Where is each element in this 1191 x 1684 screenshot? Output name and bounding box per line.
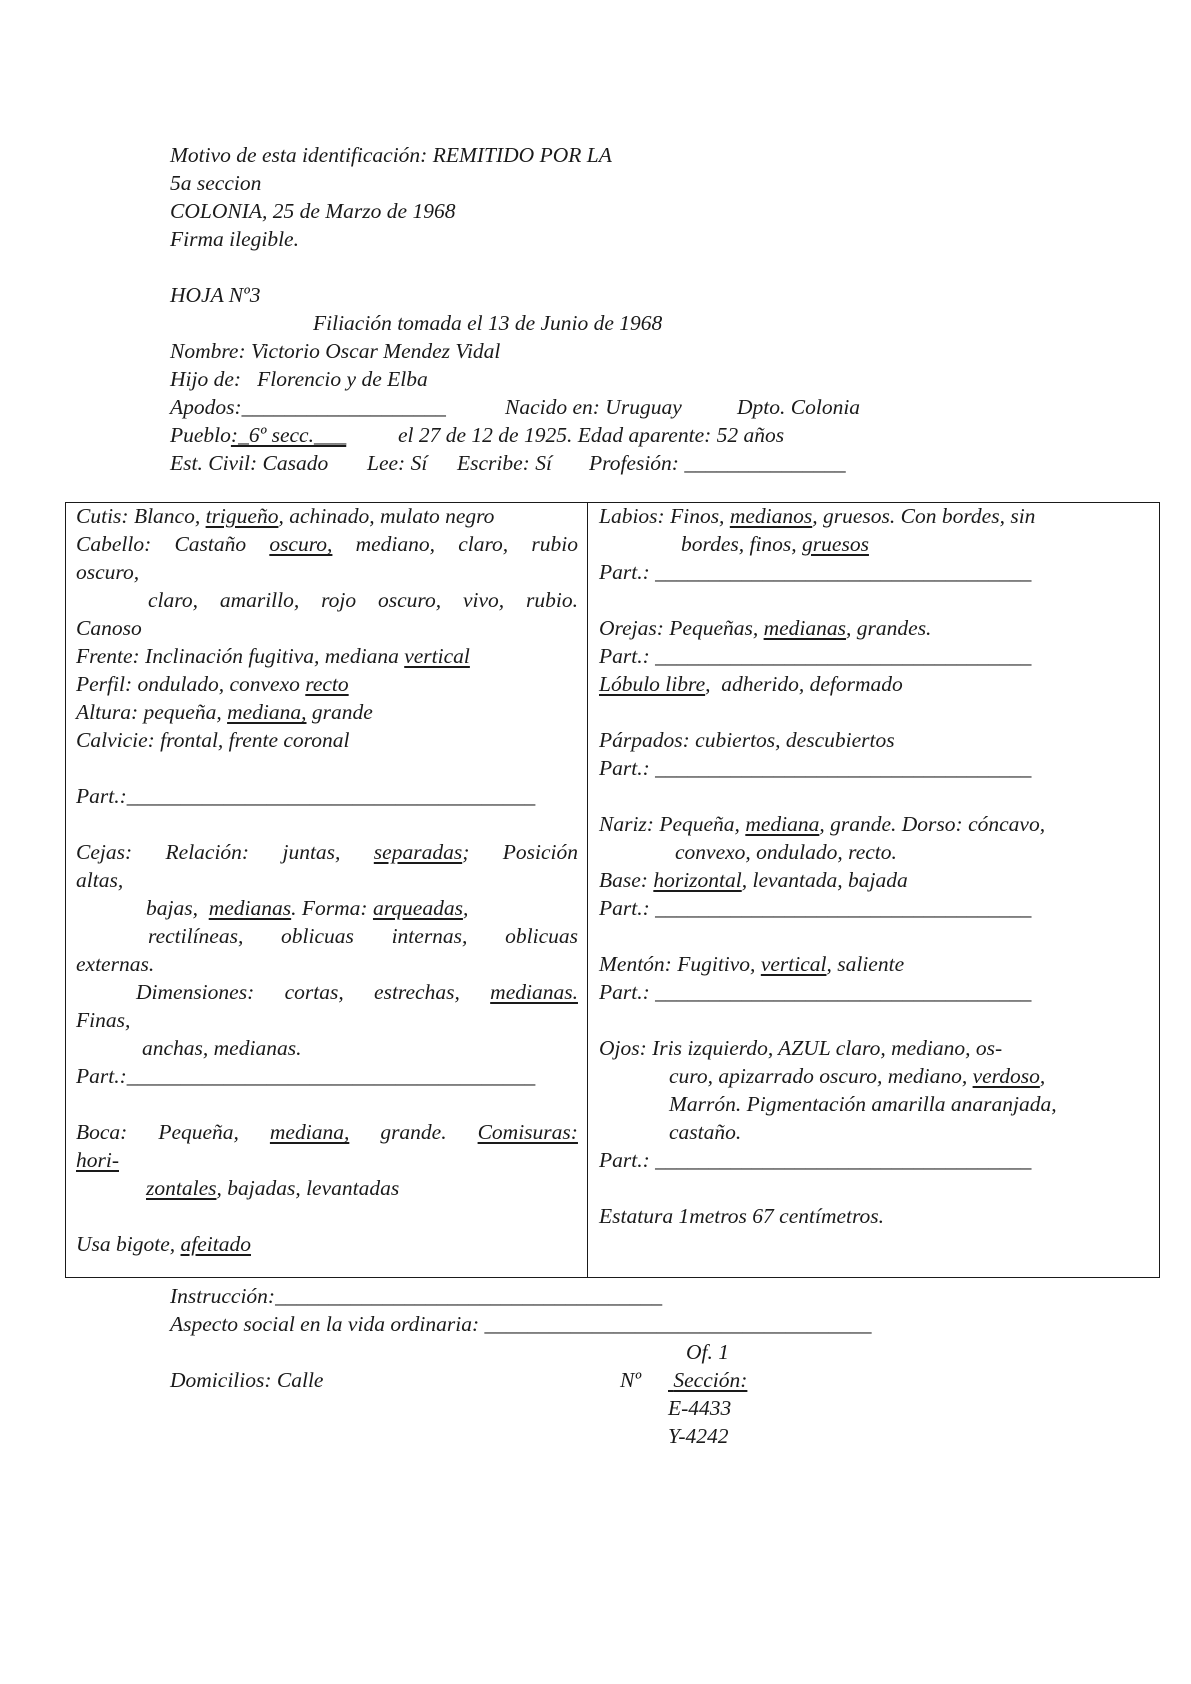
ears-label: Orejas: Pequeñas,: [599, 616, 764, 640]
born-in: Nacido en: Uruguay: [505, 395, 682, 419]
nickname-label: Apodos:: [170, 395, 242, 419]
town-value: :_6º secc.___: [230, 423, 347, 447]
profile-selected: recto: [305, 672, 349, 696]
eyes-line-2: [669, 1062, 1045, 1090]
cutis-rest: , achinado, mulato negro: [278, 504, 495, 528]
nose-base-line: [599, 866, 908, 894]
ears-rest: , grandes.: [846, 616, 932, 640]
hair-word: rubio: [531, 532, 578, 556]
eyebrows-word: Posición: [502, 840, 578, 864]
eyebrows-selected: separadas: [373, 840, 463, 864]
nose-base-selected: horizontal: [653, 868, 742, 892]
social-aspect-line: Aspecto social en la vida ordinaria: ____________________________________: [170, 1312, 872, 1336]
dimensions-word: cortas,: [284, 980, 344, 1004]
number-label: Nº: [620, 1368, 642, 1392]
table-divider: [587, 502, 588, 1278]
nickname-blank: ___________________: [241, 395, 446, 419]
record-y-number: Y-4242: [668, 1424, 729, 1448]
mouth-selected: mediana,: [269, 1120, 350, 1144]
eyebrows-punct: ,: [462, 896, 469, 920]
height-line: [76, 698, 373, 726]
hair-line-4: Canoso: [76, 616, 142, 640]
eyelids-line: Párpados: cubiertos, descubiertos: [599, 728, 895, 752]
nose-selected: mediana: [745, 812, 820, 836]
stature-line: Estatura 1metros 67 centímetros.: [599, 1204, 885, 1228]
cutis-selected: trigueño: [205, 504, 279, 528]
lips-selected: gruesos: [802, 532, 869, 556]
eyes-line-3: Marrón. Pigmentación amarilla anaranjada,: [669, 1092, 1057, 1116]
nose-line-2: convexo, ondulado, recto.: [675, 840, 897, 864]
nose-base-rest: , levantada, bajada: [741, 868, 908, 892]
particular-line: Part.:______________________________________: [76, 784, 536, 808]
lobe-line: [599, 670, 903, 698]
hair-label: Cabello:: [76, 532, 152, 556]
section-text: Sección:: [673, 1368, 748, 1392]
lips-rest: , gruesos. Con bordes, sin: [812, 504, 1036, 528]
section-label: [668, 1366, 747, 1394]
civil-status: Est. Civil: Casado: [170, 451, 329, 475]
sheet-number: HOJA Nº3: [170, 283, 261, 307]
mouth-line-3: [146, 1174, 399, 1202]
nickname-line: [170, 393, 446, 421]
mouth-line-2: hori-: [76, 1148, 119, 1172]
hair-word: rubio.: [525, 588, 578, 612]
chin-line: [599, 950, 904, 978]
cutis-label: Cutis: Blanco,: [76, 504, 206, 528]
particular-line: Part.: ___________________________________: [599, 896, 1032, 920]
moustache-label: Usa bigote,: [76, 1232, 181, 1256]
forehead-line: [76, 642, 470, 670]
mouth-line-1: [76, 1118, 578, 1146]
signature-line: Firma ilegible.: [170, 227, 299, 251]
filiation-date: Filiación tomada el 13 de Junio de 1968: [313, 311, 663, 335]
eyes-word: curo, apizarrado oscuro, mediano,: [669, 1064, 973, 1088]
nose-label: Nariz: Pequeña,: [599, 812, 746, 836]
table-right-column: [599, 502, 1154, 1278]
eyebrows-word: internas,: [391, 924, 468, 948]
hair-line-2: oscuro,: [76, 560, 140, 584]
lips-word: bordes, finos,: [681, 532, 803, 556]
cutis-line: [76, 502, 494, 530]
table-left-column: [76, 502, 578, 1278]
eyebrows-line-2: altas,: [76, 868, 124, 892]
eyebrows-line-5: externas.: [76, 952, 155, 976]
instruction-line: Instrucción:____________________________________: [170, 1284, 663, 1308]
chin-selected: vertical: [760, 952, 827, 976]
mouth-rest: , bajadas, levantadas: [216, 1176, 400, 1200]
hair-word: amarillo,: [219, 588, 300, 612]
seccion-line: 5a seccion: [170, 171, 262, 195]
dimensions-label: Dimensiones:: [136, 980, 255, 1004]
particular-line: Part.: ___________________________________: [599, 560, 1032, 584]
ears-line: [599, 614, 931, 642]
mouth-selected: zontales: [146, 1176, 217, 1200]
mouth-word: grande.: [380, 1120, 447, 1144]
parents-line: Hijo de: Florencio y de Elba: [170, 367, 428, 391]
particular-line: Part.: ___________________________________: [599, 644, 1032, 668]
particular-line: Part.:______________________________________: [76, 1064, 536, 1088]
eyebrows-word: oblicuas: [505, 924, 578, 948]
hair-selected: oscuro,: [269, 532, 333, 556]
record-e-number: E-4433: [668, 1396, 732, 1420]
lips-label: Labios: Finos,: [599, 504, 730, 528]
eyebrows-word: juntas,: [282, 840, 341, 864]
town-line: [170, 421, 346, 449]
lips-line-1: [599, 502, 1035, 530]
profile-label: Perfil: ondulado, convexo: [76, 672, 306, 696]
eyebrows-selected: medianas: [208, 896, 292, 920]
lobe-rest: , adherido, deformado: [705, 672, 903, 696]
hair-word: mediano,: [355, 532, 436, 556]
mouth-label: Boca:: [76, 1120, 128, 1144]
birth-date-age: el 27 de 12 de 1925. Edad aparente: 52 años: [398, 423, 785, 447]
dimensions-line-1: [136, 978, 578, 1006]
chin-rest: , saliente: [826, 952, 905, 976]
baldness-line: Calvicie: frontal, frente coronal: [76, 728, 350, 752]
lips-selected: medianos: [729, 504, 813, 528]
dimensions-line-3: anchas, medianas.: [142, 1036, 302, 1060]
forehead-selected: vertical: [404, 644, 470, 668]
department: Dpto. Colonia: [737, 395, 861, 419]
height-label: Altura: pequeña,: [76, 700, 228, 724]
eyebrows-label: Cejas:: [76, 840, 133, 864]
eyes-selected: verdoso: [972, 1064, 1040, 1088]
address-label: Domicilios: Calle: [170, 1368, 324, 1392]
lips-line-2: [681, 530, 869, 558]
profession: Profesión: _______________: [589, 451, 846, 475]
name-line: Nombre: Victorio Oscar Mendez Vidal: [170, 339, 501, 363]
eyebrows-word: bajas,: [146, 896, 209, 920]
place-date-line: COLONIA, 25 de Marzo de 1968: [170, 199, 456, 223]
dimensions-word: estrechas,: [374, 980, 460, 1004]
eyes-punct: ,: [1039, 1064, 1046, 1088]
mouth-word: Pequeña,: [158, 1120, 239, 1144]
height-rest: grande: [306, 700, 373, 724]
dimensions-selected: medianas.: [490, 980, 578, 1004]
ears-selected: medianas: [763, 616, 847, 640]
hair-word: claro,: [148, 588, 198, 612]
eyebrows-line-3: [146, 894, 468, 922]
eyebrows-line-4: [148, 922, 578, 950]
writes: Escribe: Sí: [457, 451, 552, 475]
eyebrows-punct: ;: [462, 840, 470, 864]
height-selected: mediana,: [227, 700, 307, 724]
particular-line: Part.: ___________________________________: [599, 980, 1032, 1004]
forehead-label: Frente: Inclinación fugitiva, mediana: [76, 644, 405, 668]
particular-line: Part.: ___________________________________: [599, 756, 1032, 780]
hair-line-3: [148, 586, 578, 614]
particular-line: Part.: ___________________________________: [599, 1148, 1032, 1172]
hair-line-1: [76, 530, 578, 558]
mouth-selected: Comisuras:: [477, 1120, 578, 1144]
nose-line-1: [599, 810, 1045, 838]
town-label: Pueblo: [170, 423, 231, 447]
moustache-line: [76, 1230, 251, 1258]
eyebrows-selected: arqueadas: [372, 896, 463, 920]
eyes-line-4: castaño.: [669, 1120, 742, 1144]
nose-base-label: Base:: [599, 868, 654, 892]
hair-word: claro,: [458, 532, 509, 556]
motivo-line: Motivo de esta identificación: REMITIDO POR LA: [170, 143, 612, 167]
office-number: Of. 1: [686, 1340, 729, 1364]
moustache-selected: afeitado: [180, 1232, 251, 1256]
eyebrows-word: Relación:: [165, 840, 250, 864]
eyebrows-word: rectilíneas,: [148, 924, 244, 948]
profile-line: [76, 670, 349, 698]
hair-word: vivo,: [462, 588, 505, 612]
hair-word: rojo: [321, 588, 357, 612]
hair-word: oscuro,: [378, 588, 442, 612]
eyebrows-line-1: [76, 838, 578, 866]
eyebrows-selected-wrap: [374, 838, 470, 866]
eyebrows-word: oblicuas: [281, 924, 354, 948]
nose-rest: , grande. Dorso: cóncavo,: [819, 812, 1046, 836]
eyes-line-1: Ojos: Iris izquierdo, AZUL claro, mediano, os-: [599, 1036, 1003, 1060]
eyebrows-word: . Forma:: [291, 896, 373, 920]
lobe-selected: Lóbulo libre: [599, 672, 706, 696]
reads: Lee: Sí: [367, 451, 428, 475]
chin-label: Mentón: Fugitivo,: [599, 952, 761, 976]
hair-word: Castaño: [174, 532, 247, 556]
dimensions-line-2: Finas,: [76, 1008, 131, 1032]
